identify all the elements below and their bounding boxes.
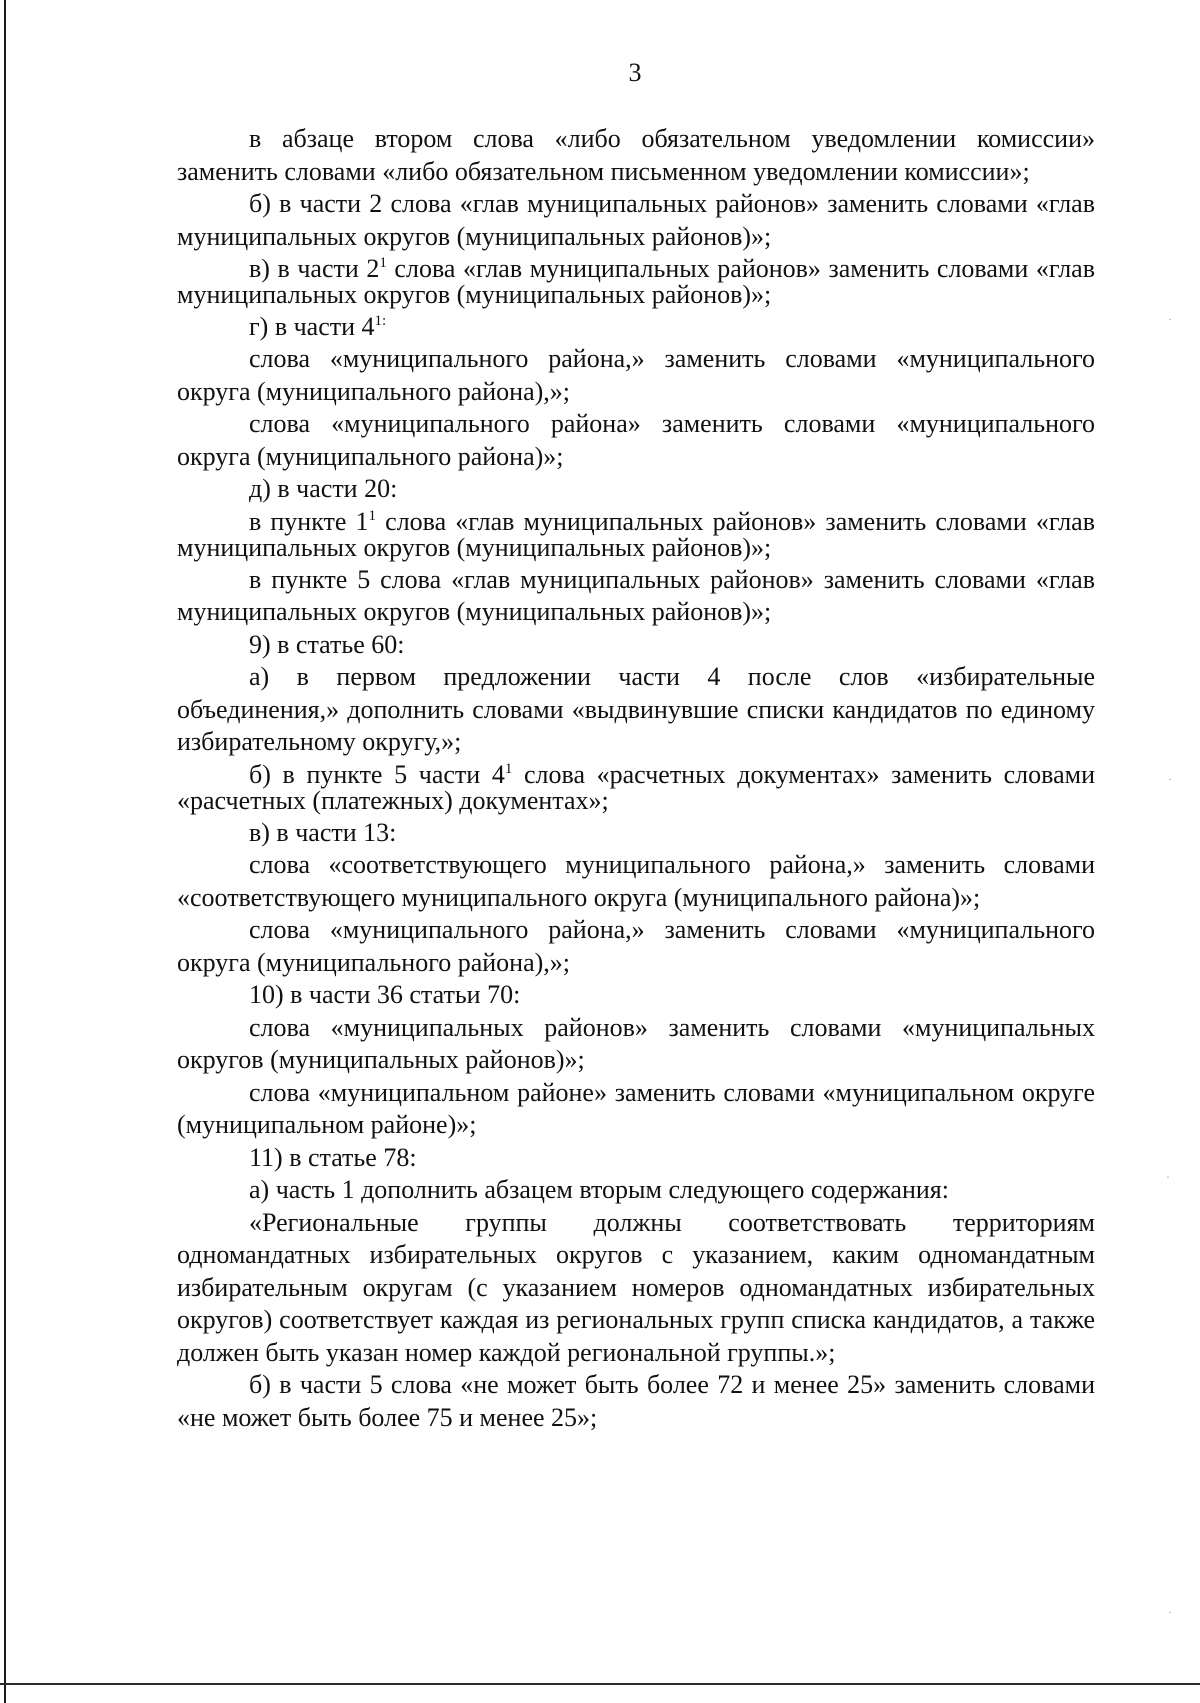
paragraph: б) в части 2 слова «глав муниципальных районов» заменить словами «глав муниципальных округов (муниципальных районов)»; bbox=[177, 189, 1095, 251]
paragraph: 10) в части 36 статьи 70: bbox=[249, 980, 521, 1009]
paragraph: слова «муниципального района,» заменить словами «муниципального округа (муниципального района),»; bbox=[177, 915, 1095, 977]
superscript: 1 bbox=[504, 760, 513, 777]
superscript: 1: bbox=[374, 313, 387, 329]
paragraph: в) в части 13: bbox=[249, 817, 397, 847]
superscript: 1 bbox=[379, 255, 387, 271]
paragraph: слова «муниципального района» заменить словами «муниципального округа (муниципального района)»; bbox=[177, 409, 1095, 471]
scan-speck: · bbox=[1168, 1605, 1172, 1619]
superscript: 1 bbox=[368, 507, 377, 524]
paragraph: 11) в статье 78: bbox=[249, 1142, 417, 1172]
paragraph: слова «муниципального района,» заменить словами «муниципального округа (муниципального района),»; bbox=[177, 344, 1095, 406]
paragraph: в пункте 5 слова «глав муниципальных районов» заменить словами «глав муниципальных округов (муниципальных районов)»; bbox=[177, 564, 1095, 626]
scan-speck: · bbox=[1168, 312, 1172, 326]
scan-bottom-border bbox=[0, 1683, 1200, 1685]
scan-left-border bbox=[4, 0, 6, 1703]
paragraph: д) в части 20: bbox=[249, 474, 398, 503]
paragraph: а) часть 1 дополнить абзацем вторым следующего содержания: bbox=[249, 1175, 949, 1204]
paragraph: в) в части $2^1$ слова «глав муниципальных районов» заменить словами «глав муниципальных округов (муниципальных районов)»; bbox=[177, 254, 1095, 309]
paragraph: б) в пункте 5 части $4^1$ слова «расчетных документах» заменить словами «расчетных (платежных) документах»; bbox=[177, 759, 1095, 815]
paragraph: г) в части $4^{1:}$ bbox=[249, 312, 387, 341]
paragraph: слова «соответствующего муниципального района,» заменить словами «соответствующего муниципального округа (муниципального района)»; bbox=[177, 850, 1095, 912]
scan-speck: · bbox=[1166, 1170, 1170, 1184]
paragraph: слова «муниципальных районов» заменить словами «муниципальных округов (муниципальных районов)»; bbox=[177, 1012, 1095, 1074]
paragraph: «Региональные группы должны соответствовать территориям одномандатных избирательных округов с указанием, каким одномандатным избирательным округам (с указанием номеров одномандатных избирательных округов) соответствует каждая из региональных групп списка кандидатов, а также должен быть указан номер каждой региональной группы.»; bbox=[177, 1207, 1095, 1367]
paragraph: а) в первом предложении части 4 после слов «избирательные объединения,» дополнить словами «выдвинувшие списки кандидатов по единому избирательному округу,»; bbox=[177, 662, 1095, 756]
page-number: 3 bbox=[628, 58, 642, 87]
paragraph: 9) в статье 60: bbox=[249, 629, 405, 659]
paragraph: в абзаце втором слова «либо обязательном уведомлении комиссии» заменить словами «либо обязательном письменном уведомлении комиссии»; bbox=[177, 124, 1095, 186]
scan-speck: · bbox=[1168, 772, 1172, 786]
paragraph: в пункте $1^1$ слова «глав муниципальных районов» заменить словами «глав муниципальных округов (муниципальных районов)»; bbox=[177, 506, 1096, 562]
paragraph: б) в части 5 слова «не может быть более 72 и менее 25» заменить словами «не может быть более 75 и менее 25»; bbox=[177, 1370, 1095, 1432]
paragraph: слова «муниципальном районе» заменить словами «муниципальном округе (муниципальном районе)»; bbox=[177, 1077, 1095, 1139]
document-body bbox=[177, 123, 1095, 1434]
